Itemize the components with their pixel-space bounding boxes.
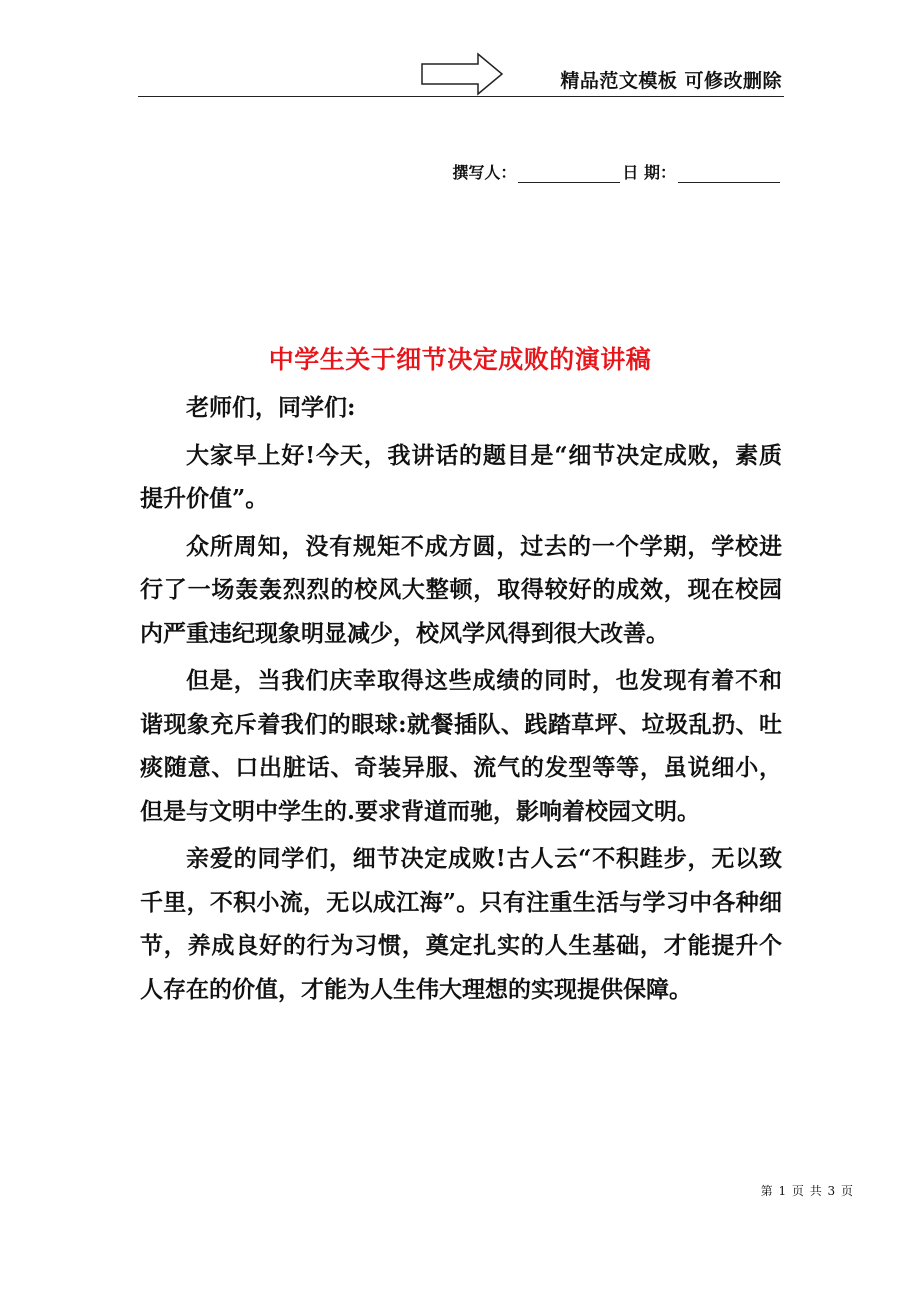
paragraph: 但是，当我们庆幸取得这些成绩的同时，也发现有着不和谐现象充斥着我们的眼球:就餐插队、践踏草坪、垃圾乱扔、吐痰随意、口出脏话、奇装异服、流气的发型等等，虽说细小，但是与文明中学生的.要求背道而驰，影响着校园文明。	[140, 667, 782, 825]
arrow-right-outline-icon	[420, 52, 504, 96]
paragraph: 老师们，同学们:	[186, 394, 356, 421]
header-tag: 精品范文模板 可修改删除	[560, 70, 782, 92]
paragraph: 众所周知，没有规矩不成方圆，过去的一个学期，学校进行了一场轰轰烈烈的校风大整顿，取得较好的成效，现在校园内严重违纪现象明显减少，校风学风得到很大改善。	[140, 532, 782, 647]
author-date-row	[452, 160, 782, 183]
page-footer: 第 1 页 共 3 页	[760, 1184, 854, 1198]
paragraph: 亲爱的同学们，细节决定成败!古人云“不积跬步，无以致千里，不积小流，无以成江海”。只有注重生活与学习中各种细节，养成良好的行为习惯，奠定扎实的人生基础，才能提升个人存在的价值，才能为人生伟大理想的实现提供保障。	[140, 845, 782, 1003]
author-blank	[518, 164, 620, 183]
document-body	[140, 386, 782, 1015]
page-header	[138, 50, 784, 97]
paragraph: 大家早上好!今天，我讲话的题目是“细节决定成败，素质提升价值”。	[140, 441, 782, 512]
document-title: 中学生关于细节决定成败的演讲稿	[268, 345, 652, 374]
date-blank	[678, 164, 780, 183]
author-label: 撰写人：	[452, 163, 517, 182]
date-label: 日 期：	[622, 163, 676, 182]
